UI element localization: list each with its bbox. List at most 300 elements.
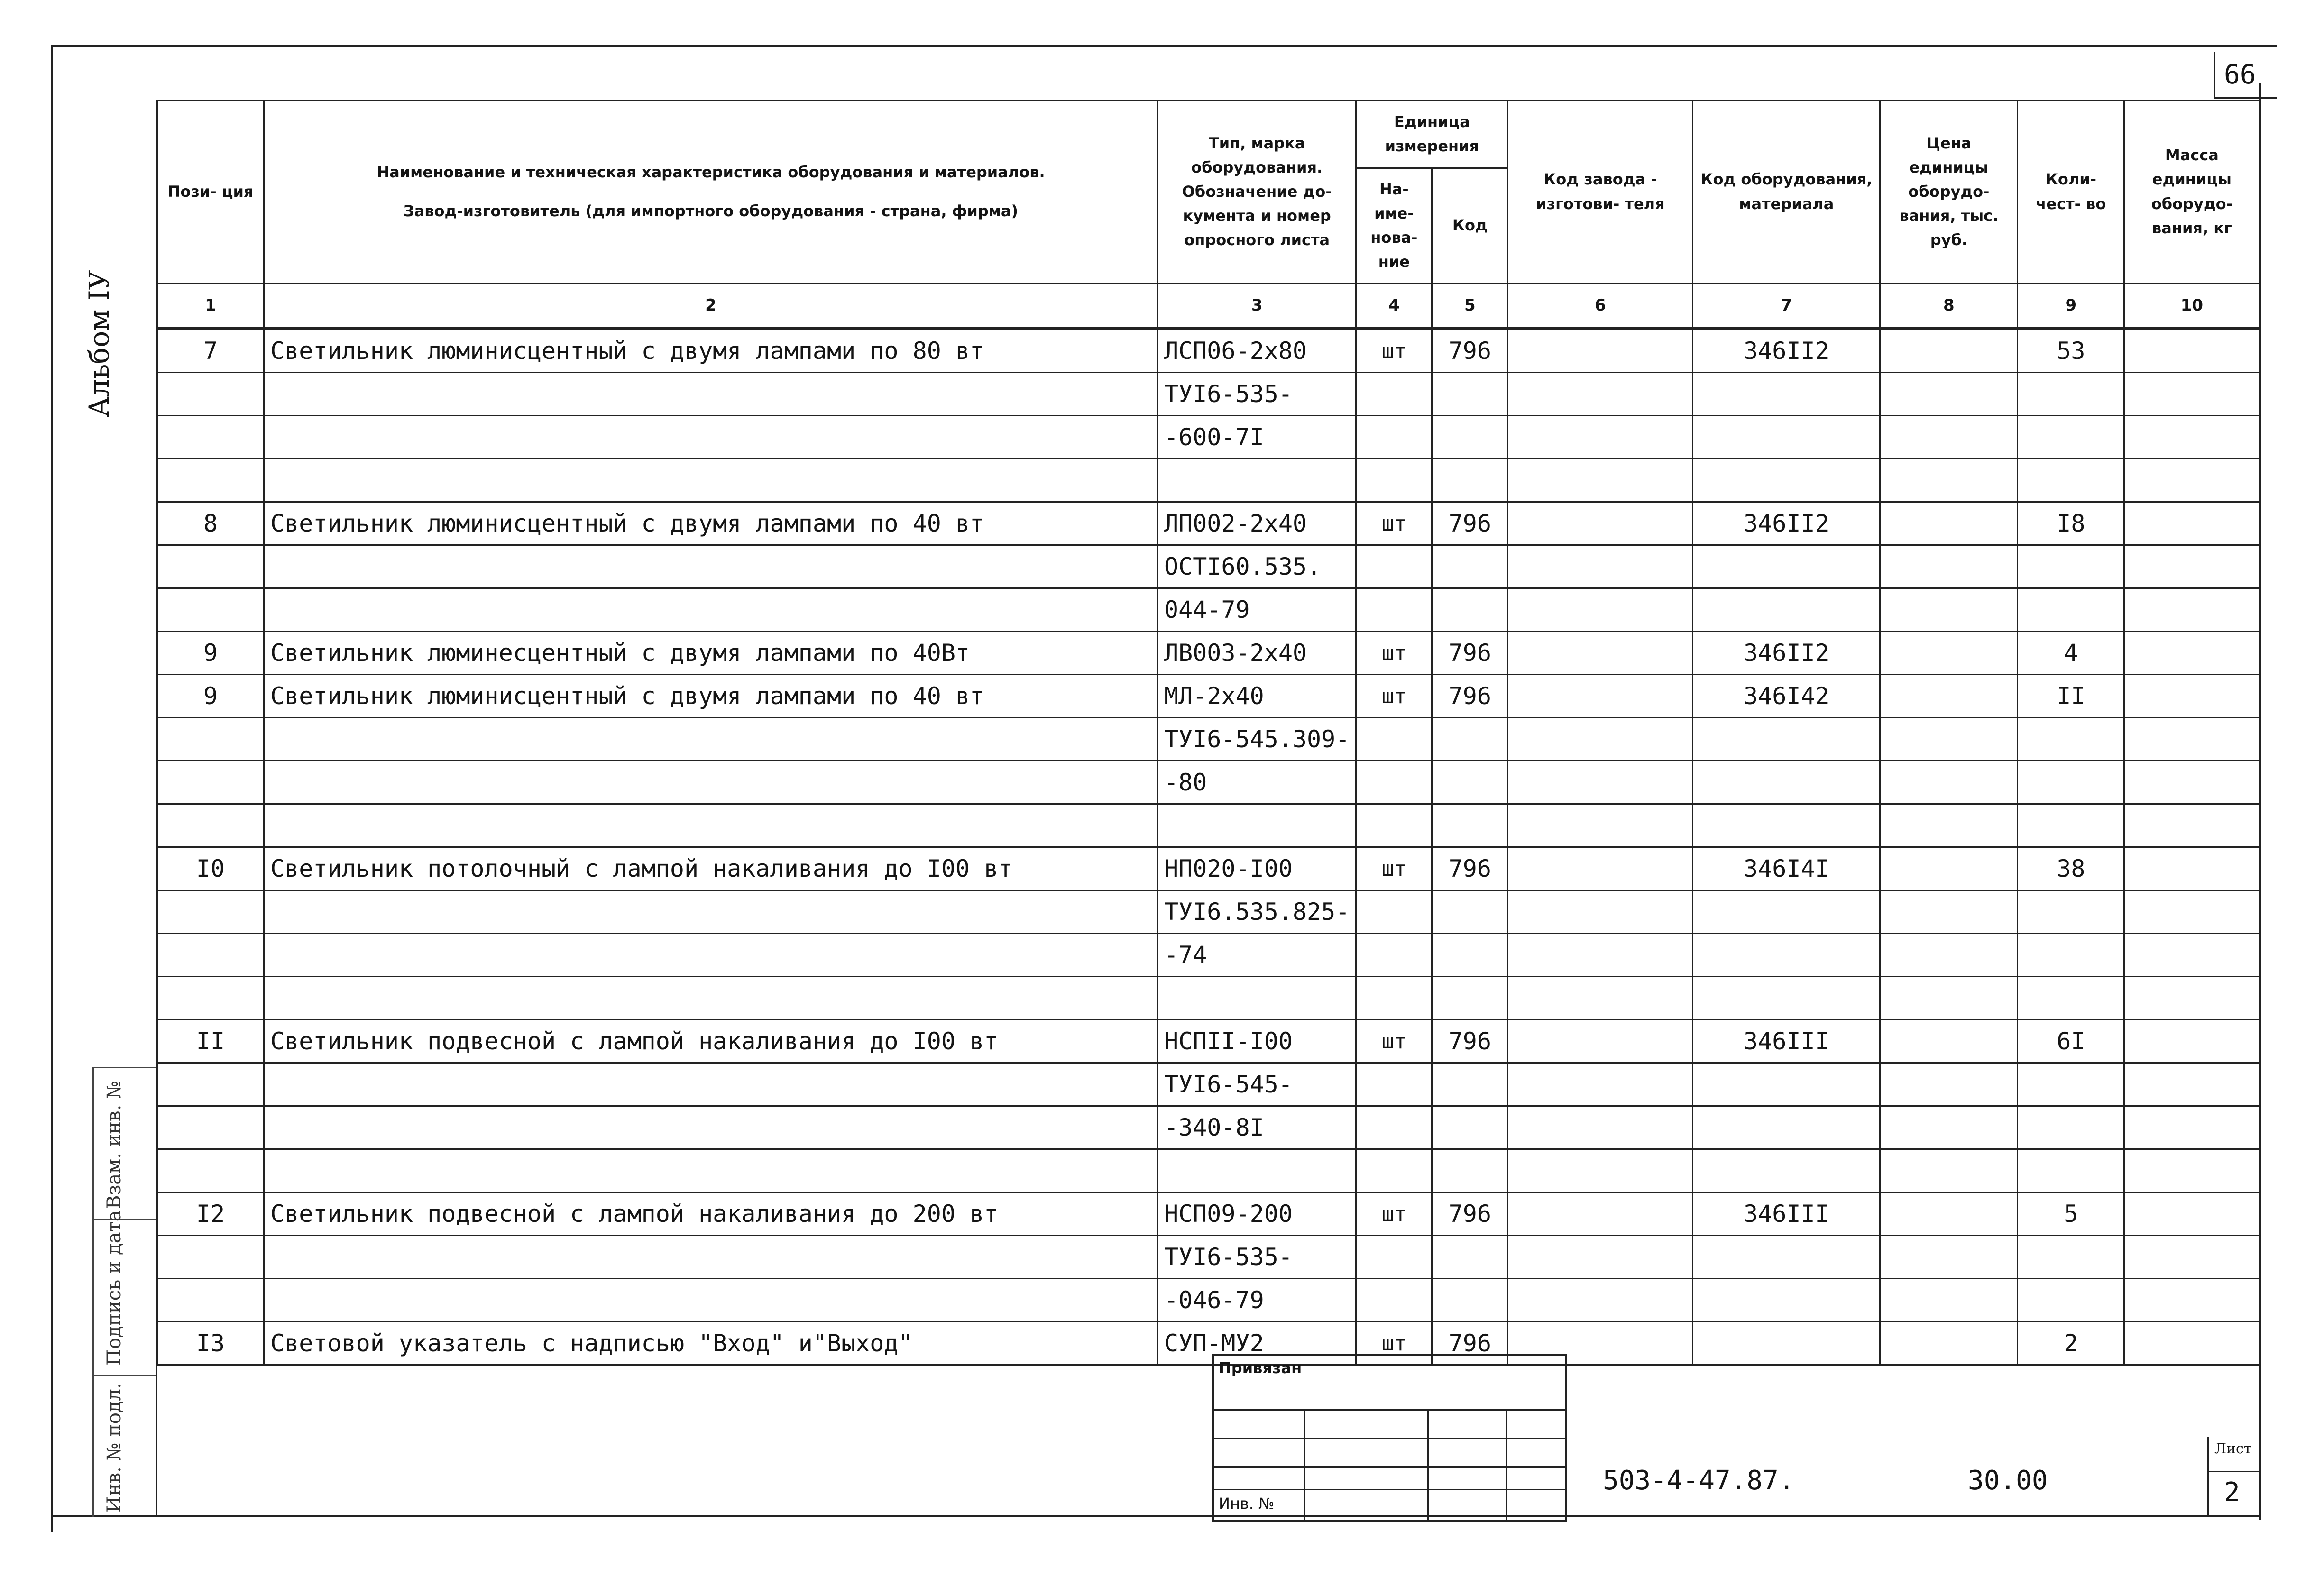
cell-quantity: I8: [2018, 502, 2124, 545]
cell-mfr-code: [1508, 718, 1693, 761]
cell-unit-name: [1356, 1106, 1432, 1149]
header-name-line1: Наименование и техническая характеристика оборудования и материалов.: [377, 163, 1045, 182]
cell-mass: [2124, 459, 2260, 502]
cell-position: [157, 1236, 264, 1279]
cell-price: [1880, 459, 2018, 502]
cell-price: [1880, 588, 2018, 632]
cell-name: Светильник подвесной с лампой накаливания до I00 вт: [264, 1020, 1158, 1063]
cell-name: [264, 804, 1158, 847]
cell-price: [1880, 1149, 2018, 1192]
cell-mfr-code: [1508, 675, 1693, 718]
cell-price: [1880, 1063, 2018, 1106]
column-number: 3: [1158, 284, 1356, 329]
cell-mass: [2124, 1020, 2260, 1063]
cell-equipment-code: [1693, 459, 1880, 502]
cell-price: [1880, 761, 2018, 804]
header-type: Тип, марка оборудования. Обозначение до- кумента и номер опросного листа: [1158, 101, 1356, 284]
title-block: [1212, 1354, 1567, 1522]
cell-equipment-code: [1693, 545, 1880, 588]
cell-name: [264, 416, 1158, 459]
document-number: 503-4-47.87.: [1603, 1465, 1795, 1496]
title-block-divider: [1304, 1409, 1305, 1520]
cell-type: ЛСП06-2х80: [1158, 329, 1356, 373]
page-number: 66: [2224, 59, 2256, 90]
cell-quantity: 5: [2018, 1192, 2124, 1236]
cell-type: -600-7I: [1158, 416, 1356, 459]
table-row: [157, 1236, 2260, 1279]
cell-equipment-code: [1693, 1279, 1880, 1322]
cell-price: [1880, 545, 2018, 588]
cell-mass: [2124, 890, 2260, 934]
cell-unit-code: [1432, 1279, 1508, 1322]
cell-mfr-code: [1508, 545, 1693, 588]
side-stamp-podpis: Подпись и дата: [103, 1210, 125, 1366]
cell-position: [157, 1279, 264, 1322]
cell-type: -340-8I: [1158, 1106, 1356, 1149]
cell-position: I3: [157, 1322, 264, 1365]
table-row: [157, 718, 2260, 761]
cell-mfr-code: [1508, 588, 1693, 632]
cell-position: I2: [157, 1192, 264, 1236]
cell-mass: [2124, 416, 2260, 459]
cell-type: ТУI6.535.825-: [1158, 890, 1356, 934]
header-row: [157, 101, 2260, 168]
cell-unit-code: [1432, 934, 1508, 977]
cell-type: НСП09-200: [1158, 1192, 1356, 1236]
cell-position: 7: [157, 329, 264, 373]
cell-name: [264, 761, 1158, 804]
cell-unit-code: 796: [1432, 632, 1508, 675]
header-unit-code: Код: [1432, 168, 1508, 284]
cell-unit-name: [1356, 761, 1432, 804]
sheet-number: 2: [2224, 1477, 2240, 1508]
cell-unit-name: шт: [1356, 847, 1432, 890]
cell-mfr-code: [1508, 502, 1693, 545]
cell-mfr-code: [1508, 1236, 1693, 1279]
cell-type: ТУI6-535-: [1158, 373, 1356, 416]
cell-unit-name: [1356, 588, 1432, 632]
cell-position: [157, 459, 264, 502]
cell-name: [264, 1063, 1158, 1106]
cell-unit-name: [1356, 1279, 1432, 1322]
table-body: [157, 329, 2260, 1365]
cell-equipment-code: [1693, 1063, 1880, 1106]
cell-position: [157, 588, 264, 632]
cell-mass: [2124, 588, 2260, 632]
cell-mass: [2124, 1279, 2260, 1322]
cell-mass: [2124, 977, 2260, 1020]
cell-unit-name: шт: [1356, 675, 1432, 718]
header-price: Цена единицы оборудо- вания, тыс. руб.: [1880, 101, 2018, 284]
cell-price: [1880, 890, 2018, 934]
cell-type: СУП-МУ2: [1158, 1322, 1356, 1365]
column-number: 5: [1432, 284, 1508, 329]
cell-equipment-code: 346III: [1693, 1192, 1880, 1236]
side-stamp-divider: [94, 1375, 156, 1376]
cell-mfr-code: [1508, 890, 1693, 934]
header-mass: Масса единицы оборудо- вания, кг: [2124, 101, 2260, 284]
column-number: 8: [1880, 284, 2018, 329]
cell-name: [264, 545, 1158, 588]
cell-name: Световой указатель с надписью "Вход" и"Выход": [264, 1322, 1158, 1365]
cell-mass: [2124, 1106, 2260, 1149]
cell-mfr-code: [1508, 1279, 1693, 1322]
cell-position: [157, 1106, 264, 1149]
cell-position: I0: [157, 847, 264, 890]
cell-mass: [2124, 1236, 2260, 1279]
cell-quantity: [2018, 545, 2124, 588]
table-row: [157, 977, 2260, 1020]
cell-position: 9: [157, 675, 264, 718]
cell-name: [264, 977, 1158, 1020]
column-number: 4: [1356, 284, 1432, 329]
cell-unit-name: [1356, 1236, 1432, 1279]
cell-unit-code: 796: [1432, 329, 1508, 373]
cell-unit-code: [1432, 545, 1508, 588]
frame-bottom-edge: [51, 1515, 2261, 1517]
cell-unit-name: шт: [1356, 1192, 1432, 1236]
cell-name: Светильник люминисцентный с двумя лампами по 40 вт: [264, 502, 1158, 545]
cell-price: [1880, 502, 2018, 545]
cell-equipment-code: [1693, 1236, 1880, 1279]
cell-unit-name: шт: [1356, 1020, 1432, 1063]
cell-unit-code: [1432, 1106, 1508, 1149]
cell-equipment-code: [1693, 373, 1880, 416]
cell-price: [1880, 1106, 2018, 1149]
cell-name: [264, 890, 1158, 934]
cell-unit-name: [1356, 373, 1432, 416]
cell-type: -046-79: [1158, 1279, 1356, 1322]
cell-price: [1880, 1192, 2018, 1236]
cell-price: [1880, 416, 2018, 459]
table-row: [157, 761, 2260, 804]
cell-type: -80: [1158, 761, 1356, 804]
cell-price: [1880, 1279, 2018, 1322]
title-block-divider: [1214, 1438, 1565, 1439]
cell-unit-code: [1432, 416, 1508, 459]
cell-type: [1158, 804, 1356, 847]
cell-mass: [2124, 761, 2260, 804]
cell-quantity: [2018, 718, 2124, 761]
cell-mfr-code: [1508, 804, 1693, 847]
cell-price: [1880, 632, 2018, 675]
side-stamp-vzam: Взам. инв. №: [103, 1081, 125, 1209]
cell-unit-name: [1356, 1063, 1432, 1106]
cell-price: [1880, 329, 2018, 373]
cell-type: НП020-I00: [1158, 847, 1356, 890]
cell-unit-name: [1356, 416, 1432, 459]
cell-quantity: 53: [2018, 329, 2124, 373]
cell-position: II: [157, 1020, 264, 1063]
cell-quantity: [2018, 804, 2124, 847]
column-number: 1: [157, 284, 264, 329]
sheet-label: Лист: [2214, 1440, 2252, 1457]
cell-name: [264, 588, 1158, 632]
cell-unit-name: [1356, 545, 1432, 588]
cell-mfr-code: [1508, 373, 1693, 416]
header-equipment-code: Код оборудования, материала: [1693, 101, 1880, 284]
cell-unit-code: 796: [1432, 1192, 1508, 1236]
cell-quantity: [2018, 977, 2124, 1020]
sheet-box-divider: [2209, 1471, 2261, 1472]
title-block-divider: [1214, 1489, 1565, 1490]
cell-price: [1880, 804, 2018, 847]
cell-unit-name: [1356, 934, 1432, 977]
cell-price: [1880, 847, 2018, 890]
cell-position: [157, 1149, 264, 1192]
cell-quantity: [2018, 588, 2124, 632]
cell-unit-code: [1432, 1149, 1508, 1192]
cell-mass: [2124, 804, 2260, 847]
cell-unit-name: шт: [1356, 1322, 1432, 1365]
cell-unit-code: 796: [1432, 502, 1508, 545]
cell-unit-code: [1432, 890, 1508, 934]
cell-mfr-code: [1508, 1149, 1693, 1192]
cell-mfr-code: [1508, 1106, 1693, 1149]
cell-price: [1880, 1020, 2018, 1063]
cell-mass: [2124, 1192, 2260, 1236]
cell-type: -74: [1158, 934, 1356, 977]
table-row: [157, 890, 2260, 934]
cell-mfr-code: [1508, 847, 1693, 890]
table-row: [157, 1192, 2260, 1236]
cell-quantity: [2018, 373, 2124, 416]
cell-position: 9: [157, 632, 264, 675]
cell-equipment-code: [1693, 804, 1880, 847]
cell-unit-name: [1356, 459, 1432, 502]
cell-price: [1880, 675, 2018, 718]
header-unit-name: На- име- нова- ние: [1356, 168, 1432, 284]
cell-equipment-code: [1693, 588, 1880, 632]
document-section: 30.00: [1968, 1465, 2048, 1496]
cell-quantity: [2018, 1063, 2124, 1106]
cell-name: Светильник люминисцентный с двумя лампами по 40 вт: [264, 675, 1158, 718]
cell-type: ЛП002-2х40: [1158, 502, 1356, 545]
cell-unit-code: [1432, 1236, 1508, 1279]
cell-type: [1158, 977, 1356, 1020]
cell-quantity: [2018, 416, 2124, 459]
cell-mass: [2124, 1322, 2260, 1365]
cell-quantity: [2018, 1279, 2124, 1322]
header-quantity: Коли- чест- во: [2018, 101, 2124, 284]
table-row: [157, 459, 2260, 502]
cell-unit-code: [1432, 761, 1508, 804]
cell-unit-code: [1432, 588, 1508, 632]
cell-position: 8: [157, 502, 264, 545]
cell-position: [157, 1063, 264, 1106]
table-row: [157, 847, 2260, 890]
cell-type: ТУI6-535-: [1158, 1236, 1356, 1279]
specification-table: [156, 100, 2260, 1366]
header-name-line2: Завод-изготовитель (для импортного оборудования - страна, фирма): [403, 202, 1019, 220]
table-row: [157, 373, 2260, 416]
cell-unit-code: 796: [1432, 1020, 1508, 1063]
cell-unit-name: [1356, 1149, 1432, 1192]
side-stamp-divider: [94, 1067, 156, 1068]
cell-unit-name: шт: [1356, 502, 1432, 545]
table-row: [157, 934, 2260, 977]
cell-equipment-code: [1693, 977, 1880, 1020]
cell-unit-name: шт: [1356, 329, 1432, 373]
cell-price: [1880, 977, 2018, 1020]
cell-mass: [2124, 718, 2260, 761]
cell-type: ТУI6-545-: [1158, 1063, 1356, 1106]
cell-unit-code: 796: [1432, 847, 1508, 890]
cell-quantity: [2018, 459, 2124, 502]
table-row: [157, 329, 2260, 373]
cell-type: МЛ-2х40: [1158, 675, 1356, 718]
cell-type: 044-79: [1158, 588, 1356, 632]
cell-mfr-code: [1508, 977, 1693, 1020]
cell-unit-code: [1432, 373, 1508, 416]
column-number: 10: [2124, 284, 2260, 329]
cell-type: НСПII-I00: [1158, 1020, 1356, 1063]
header-mfr-code: Код завода - изготови- теля: [1508, 101, 1693, 284]
cell-position: [157, 890, 264, 934]
cell-mass: [2124, 373, 2260, 416]
column-number-row: [157, 284, 2260, 329]
cell-type: ЛВ003-2х40: [1158, 632, 1356, 675]
cell-type: [1158, 1149, 1356, 1192]
cell-mfr-code: [1508, 1063, 1693, 1106]
cell-equipment-code: 346I4I: [1693, 847, 1880, 890]
cell-name: Светильник люминесцентный с двумя лампами по 40Вт: [264, 632, 1158, 675]
cell-name: Светильник подвесной с лампой накаливания до 200 вт: [264, 1192, 1158, 1236]
cell-quantity: [2018, 1149, 2124, 1192]
table-row: [157, 1149, 2260, 1192]
album-label: Альбом IУ: [83, 270, 115, 417]
cell-equipment-code: [1693, 1106, 1880, 1149]
table-row: [157, 804, 2260, 847]
cell-name: [264, 373, 1158, 416]
cell-unit-name: шт: [1356, 632, 1432, 675]
cell-mfr-code: [1508, 459, 1693, 502]
cell-equipment-code: [1693, 761, 1880, 804]
cell-mass: [2124, 847, 2260, 890]
title-block-divider: [1214, 1409, 1565, 1411]
table-row: [157, 502, 2260, 545]
cell-mfr-code: [1508, 416, 1693, 459]
header-position: Пози- ция: [157, 101, 264, 284]
cell-mass: [2124, 934, 2260, 977]
cell-equipment-code: [1693, 416, 1880, 459]
cell-quantity: 38: [2018, 847, 2124, 890]
cell-mfr-code: [1508, 1020, 1693, 1063]
cell-name: [264, 1279, 1158, 1322]
cell-equipment-code: 346II2: [1693, 632, 1880, 675]
table-row: [157, 675, 2260, 718]
table-row: [157, 545, 2260, 588]
cell-price: [1880, 718, 2018, 761]
table-row: [157, 1063, 2260, 1106]
table-row: [157, 416, 2260, 459]
cell-quantity: [2018, 890, 2124, 934]
cell-mass: [2124, 545, 2260, 588]
cell-name: Светильник потолочный с лампой накаливания до I00 вт: [264, 847, 1158, 890]
cell-mfr-code: [1508, 632, 1693, 675]
cell-mass: [2124, 329, 2260, 373]
column-number: 7: [1693, 284, 1880, 329]
cell-quantity: [2018, 934, 2124, 977]
cell-quantity: [2018, 1236, 2124, 1279]
cell-position: [157, 934, 264, 977]
cell-quantity: 4: [2018, 632, 2124, 675]
cell-unit-code: [1432, 1063, 1508, 1106]
cell-name: [264, 1106, 1158, 1149]
column-number: 2: [264, 284, 1158, 329]
cell-unit-code: 796: [1432, 675, 1508, 718]
cell-equipment-code: [1693, 890, 1880, 934]
cell-equipment-code: [1693, 718, 1880, 761]
cell-type: ОСТI60.535.: [1158, 545, 1356, 588]
cell-equipment-code: 346II2: [1693, 329, 1880, 373]
cell-type: [1158, 459, 1356, 502]
cell-mass: [2124, 502, 2260, 545]
cell-unit-code: 796: [1432, 1322, 1508, 1365]
title-block-divider: [1506, 1409, 1507, 1520]
side-stamp-inv-podl: Инв. № подл.: [103, 1383, 125, 1513]
cell-unit-name: [1356, 804, 1432, 847]
title-block-divider: [1214, 1466, 1565, 1468]
cell-price: [1880, 1236, 2018, 1279]
cell-equipment-code: 346III: [1693, 1020, 1880, 1063]
table-row: [157, 1106, 2260, 1149]
cell-mfr-code: [1508, 761, 1693, 804]
cell-equipment-code: 346I42: [1693, 675, 1880, 718]
cell-quantity: 6I: [2018, 1020, 2124, 1063]
cell-unit-code: [1432, 459, 1508, 502]
cell-mfr-code: [1508, 329, 1693, 373]
title-block-inv-no: Инв. №: [1219, 1495, 1275, 1513]
cell-price: [1880, 934, 2018, 977]
cell-mfr-code: [1508, 1192, 1693, 1236]
cell-mass: [2124, 675, 2260, 718]
cell-unit-name: [1356, 718, 1432, 761]
cell-position: [157, 977, 264, 1020]
column-number: 9: [2018, 284, 2124, 329]
side-stamp: [92, 1067, 157, 1517]
header-name: [264, 101, 1158, 284]
cell-position: [157, 416, 264, 459]
cell-mass: [2124, 632, 2260, 675]
cell-equipment-code: [1693, 1322, 1880, 1365]
title-block-privyazan: Привязан: [1219, 1359, 1302, 1377]
title-block-divider: [1427, 1409, 1429, 1520]
cell-position: [157, 373, 264, 416]
cell-name: [264, 1149, 1158, 1192]
table-row: [157, 1322, 2260, 1365]
cell-mass: [2124, 1063, 2260, 1106]
cell-quantity: II: [2018, 675, 2124, 718]
cell-mfr-code: [1508, 934, 1693, 977]
cell-name: [264, 934, 1158, 977]
cell-name: [264, 718, 1158, 761]
cell-name: Светильник люминисцентный с двумя лампами по 80 вт: [264, 329, 1158, 373]
cell-unit-code: [1432, 804, 1508, 847]
column-number: 6: [1508, 284, 1693, 329]
cell-position: [157, 545, 264, 588]
table-row: [157, 632, 2260, 675]
cell-price: [1880, 373, 2018, 416]
cell-equipment-code: [1693, 934, 1880, 977]
cell-quantity: [2018, 1106, 2124, 1149]
cell-unit-code: [1432, 977, 1508, 1020]
header-unit: Единица измерения: [1356, 101, 1508, 168]
table-row: [157, 1020, 2260, 1063]
cell-unit-code: [1432, 718, 1508, 761]
cell-name: [264, 1236, 1158, 1279]
cell-position: [157, 718, 264, 761]
